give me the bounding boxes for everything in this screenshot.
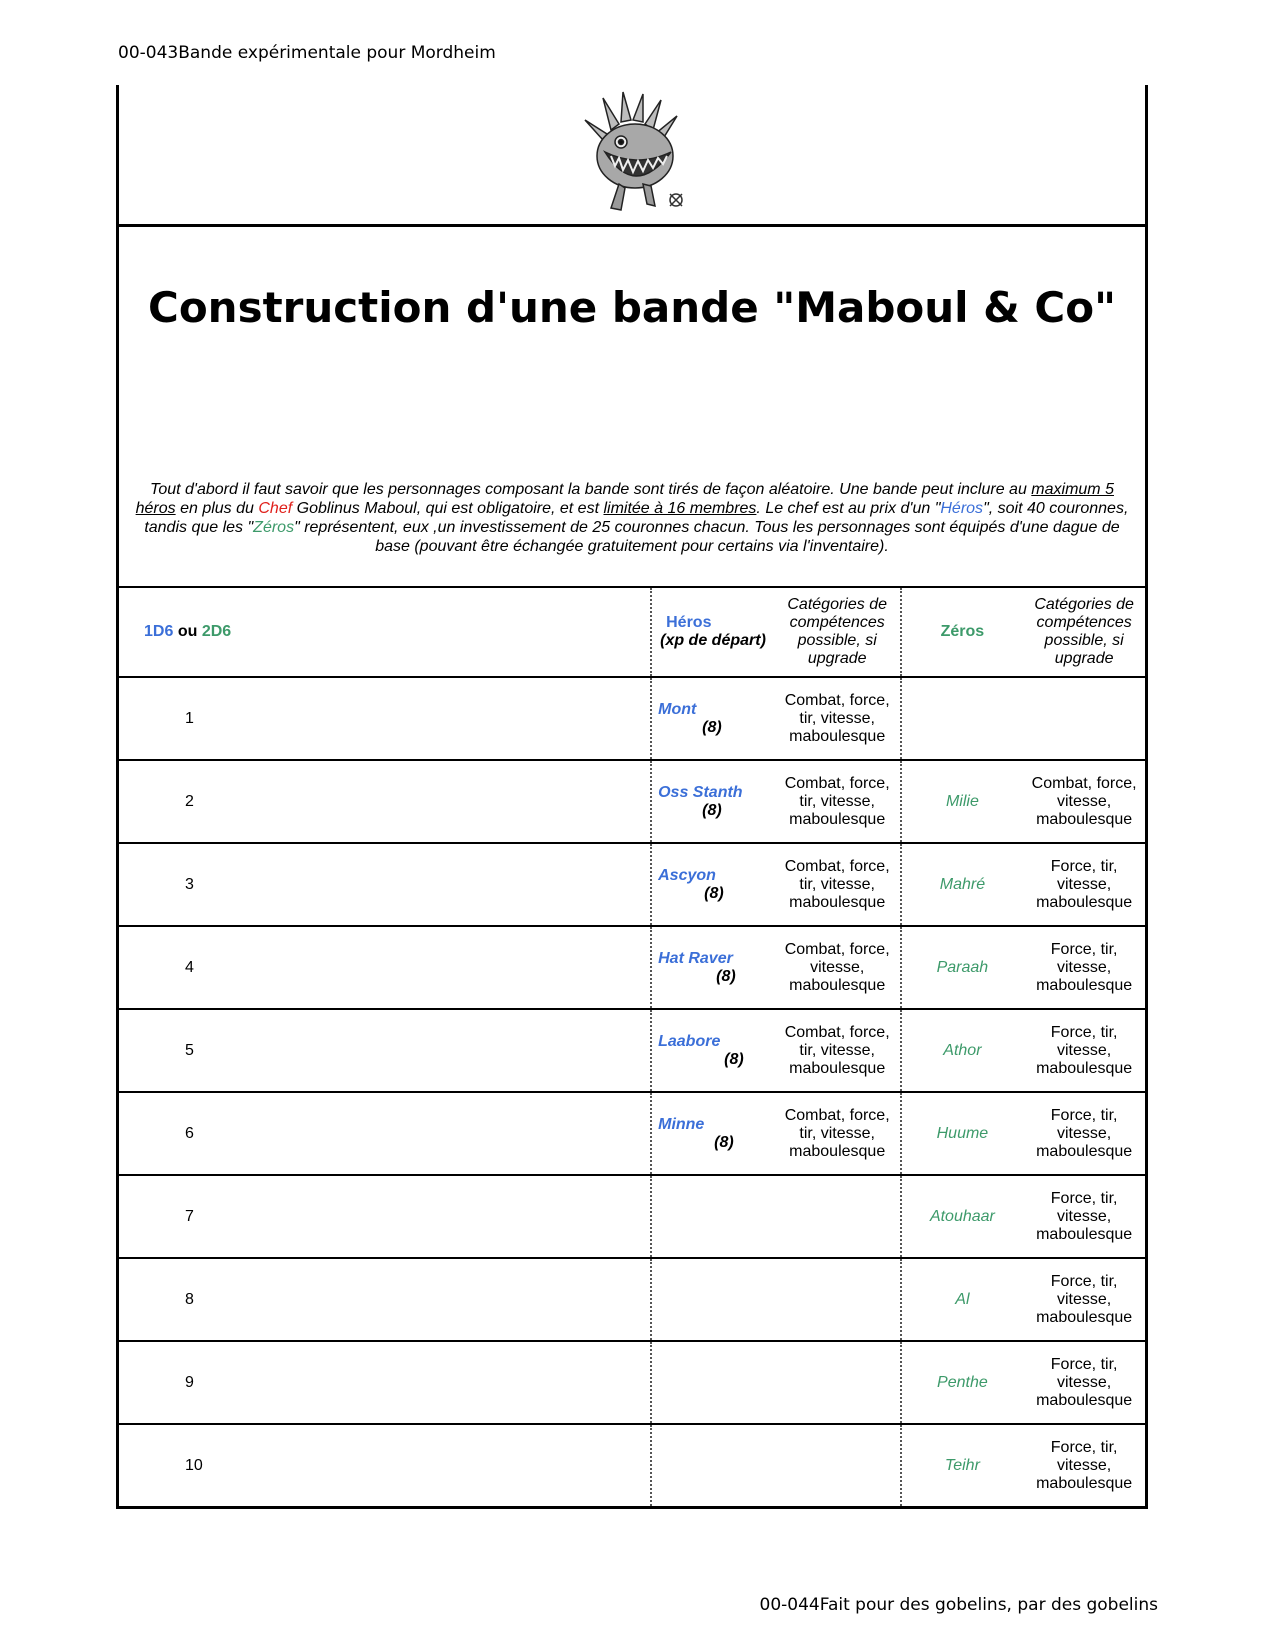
running-footer: 00-044Fait pour des gobelins, par des gobelins	[759, 1595, 1158, 1615]
hero-categories: Combat, force, tir, vitesse, maboulesque	[775, 843, 901, 926]
hero-cell	[651, 1092, 775, 1175]
document-frame	[116, 85, 1148, 1509]
hero-cell	[651, 1341, 775, 1424]
zero-categories: Force, tir, vitesse, maboulesque	[1023, 1092, 1145, 1175]
table-row	[119, 1341, 1145, 1424]
intro-text-2: en plus du	[175, 500, 259, 517]
zero-categories: Force, tir, vitesse, maboulesque	[1023, 1341, 1145, 1424]
intro-chef: Chef	[258, 500, 293, 517]
title-box	[119, 227, 1145, 387]
zero-name: Paraah	[901, 926, 1024, 1009]
hero-xp: (8)	[702, 718, 722, 736]
roll-number: 5	[119, 1009, 651, 1092]
squig-creature-illustration	[581, 90, 691, 218]
hero-name: Minne	[658, 1115, 705, 1133]
dice-header	[119, 587, 651, 677]
intro-text-6: " représentent, eux ,un investissement de 25 couronnes chacun. Tous les personnages sont équipés d'une dague de base (pouvant être échangée gratuitement pour certains via l'inventaire).	[294, 519, 1120, 555]
hero-header-label: Héros	[666, 614, 712, 631]
hero-xp-header: (xp de départ)	[660, 632, 766, 649]
table-row	[119, 1175, 1145, 1258]
roll-number: 3	[119, 843, 651, 926]
hero-cell	[651, 1175, 775, 1258]
hero-categories	[775, 1258, 901, 1341]
zero-name: Teihr	[901, 1424, 1024, 1508]
hero-cell	[651, 926, 775, 1009]
zero-categories: Force, tir, vitesse, maboulesque	[1023, 1009, 1145, 1092]
hero-categories	[775, 1424, 901, 1508]
hero-cell	[651, 1009, 775, 1092]
dice-or: ou	[177, 623, 198, 640]
hero-categories: Combat, force, tir, vitesse, maboulesque	[775, 1092, 901, 1175]
intro-max-heroes: maximum 5 héros	[135, 481, 1114, 517]
zero-categories: Force, tir, vitesse, maboulesque	[1023, 843, 1145, 926]
roll-number: 1	[119, 677, 651, 760]
table-row	[119, 843, 1145, 926]
hero-name: Mont	[658, 700, 697, 718]
hero-categories	[775, 1175, 901, 1258]
dice-1d6: 1D6	[144, 623, 174, 640]
hero-name: Hat Raver	[658, 949, 733, 967]
hero-cell	[651, 843, 775, 926]
hero-cell	[651, 1258, 775, 1341]
hero-category-header: Catégories de compétences possible, si upgrade	[775, 587, 901, 677]
table-row	[119, 1258, 1145, 1341]
roll-number: 7	[119, 1175, 651, 1258]
zero-categories: Force, tir, vitesse, maboulesque	[1023, 1258, 1145, 1341]
roster-table	[119, 586, 1145, 1509]
hero-categories	[775, 1341, 901, 1424]
zero-categories: Force, tir, vitesse, maboulesque	[1023, 926, 1145, 1009]
hero-categories: Combat, force, vitesse, maboulesque	[775, 926, 901, 1009]
zero-category-header: Catégories de compétences possible, si upgrade	[1023, 587, 1145, 677]
table-row	[119, 760, 1145, 843]
illustration-box	[119, 85, 1145, 227]
table-row	[119, 926, 1145, 1009]
zero-name: Milie	[901, 760, 1024, 843]
dice-2d6: 2D6	[201, 623, 232, 640]
hero-xp: (8)	[714, 1133, 734, 1151]
zero-categories	[1023, 677, 1145, 760]
hero-cell	[651, 677, 775, 760]
table-row	[119, 1092, 1145, 1175]
hero-xp: (8)	[702, 801, 722, 819]
roll-number: 9	[119, 1341, 651, 1424]
intro-text-1: Tout d'abord il faut savoir que les personnages composant la bande sont tirés de façon aléatoire. Une bande peut inclure au	[150, 481, 1032, 498]
intro-text-3: Goblinus Maboul, qui est obligatoire, et est	[292, 500, 604, 517]
table-row	[119, 1009, 1145, 1092]
roll-number: 2	[119, 760, 651, 843]
zero-name	[901, 677, 1024, 760]
table-row	[119, 1424, 1145, 1508]
table-header-row	[119, 587, 1145, 677]
table-row	[119, 677, 1145, 760]
zero-name: Huume	[901, 1092, 1024, 1175]
intro-member-limit: limitée à 16 membres	[603, 500, 757, 517]
hero-categories: Combat, force, tir, vitesse, maboulesque	[775, 677, 901, 760]
hero-xp: (8)	[704, 884, 724, 902]
hero-xp: (8)	[724, 1050, 744, 1068]
hero-cell	[651, 760, 775, 843]
intro-text-4: . Le chef est au prix d'un "	[756, 500, 941, 517]
intro-text-5: ", soit 40 couronnes, tandis que les "	[144, 500, 1129, 536]
hero-categories: Combat, force, tir, vitesse, maboulesque	[775, 1009, 901, 1092]
running-header: 00-043Bande expérimentale pour Mordheim	[118, 43, 496, 63]
hero-name: Laabore	[658, 1032, 721, 1050]
intro-heros: Héros	[940, 500, 984, 517]
roll-number: 8	[119, 1258, 651, 1341]
zero-name: Al	[901, 1258, 1024, 1341]
zero-categories: Force, tir, vitesse, maboulesque	[1023, 1424, 1145, 1508]
zero-name: Atouhaar	[901, 1175, 1024, 1258]
zero-categories: Force, tir, vitesse, maboulesque	[1023, 1175, 1145, 1258]
page-title: Construction d'une bande "Maboul & Co"	[148, 282, 1116, 332]
roll-number: 6	[119, 1092, 651, 1175]
hero-header	[651, 587, 775, 677]
hero-name: Ascyon	[658, 866, 716, 884]
hero-name: Oss Stanth	[658, 783, 743, 801]
zero-header: Zéros	[901, 587, 1024, 677]
hero-xp: (8)	[716, 967, 736, 985]
roll-number: 4	[119, 926, 651, 1009]
zero-name: Athor	[901, 1009, 1024, 1092]
roll-number: 10	[119, 1424, 651, 1508]
zero-categories: Combat, force, vitesse, maboulesque	[1023, 760, 1145, 843]
zero-name: Penthe	[901, 1341, 1024, 1424]
intro-zeros: Zéros	[253, 519, 295, 536]
hero-categories: Combat, force, tir, vitesse, maboulesque	[775, 760, 901, 843]
hero-cell	[651, 1424, 775, 1508]
intro-paragraph	[119, 387, 1145, 586]
zero-name: Mahré	[901, 843, 1024, 926]
